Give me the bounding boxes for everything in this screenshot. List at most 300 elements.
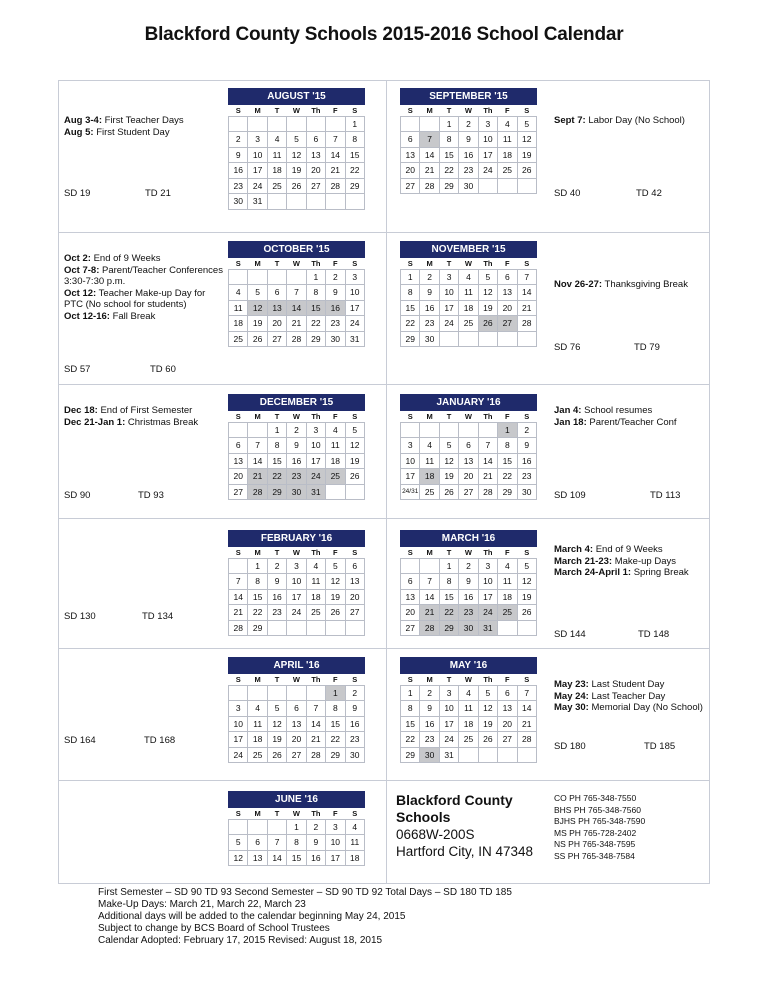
day-cell: 14: [517, 701, 536, 717]
day-cell: 26: [478, 316, 497, 332]
note-text: Thanksgiving Break: [602, 279, 688, 290]
day-cell: 11: [326, 438, 345, 454]
day-cell: 17: [439, 716, 458, 732]
empty-day-cell: [498, 747, 517, 763]
notes-november: [554, 279, 704, 291]
day-cell: 15: [267, 453, 286, 469]
day-cell: 11: [248, 716, 267, 732]
day-cell: 9: [459, 132, 478, 148]
empty-day-cell: [287, 620, 306, 636]
day-cell: 21: [517, 300, 536, 316]
day-cell: 19: [478, 716, 497, 732]
note-date: March 4:: [554, 544, 594, 555]
weekday-label: T: [446, 547, 452, 557]
weekday-label: S: [407, 258, 413, 268]
note-item: [554, 679, 704, 691]
weekday-label: M: [254, 258, 261, 268]
day-cell: 16: [517, 453, 536, 469]
empty-day-cell: [287, 269, 306, 285]
weekday-label: S: [352, 105, 358, 115]
day-cell: 6: [345, 558, 364, 574]
empty-day-cell: [517, 331, 536, 347]
page-title: Blackford County Schools 2015-2016 School Calendar: [144, 24, 624, 45]
note-item: [64, 115, 224, 127]
week-row: [229, 716, 365, 732]
phone-number: BJHS PH 765-348-7590: [554, 816, 646, 827]
week-row: [229, 605, 365, 621]
day-cell: 12: [248, 300, 267, 316]
day-cell: 20: [459, 469, 478, 485]
weekday-label: S: [407, 411, 413, 421]
weekday-label: S: [235, 258, 241, 268]
day-cell: 18: [326, 453, 345, 469]
weekday-label: W: [292, 258, 301, 268]
day-cell: 3: [248, 132, 267, 148]
month-header: DECEMBER '15: [228, 394, 365, 411]
note-date: Sept 7:: [554, 115, 586, 126]
day-cell: 25: [229, 331, 248, 347]
day-cell: 7: [517, 685, 536, 701]
weekday-label: Th: [483, 105, 493, 115]
day-cell: 16: [229, 163, 248, 179]
day-cell: 12: [326, 574, 345, 590]
day-cell: 7: [420, 132, 439, 148]
day-cell: 14: [517, 285, 536, 301]
day-cell: 4: [459, 269, 478, 285]
day-cell: 3: [478, 558, 497, 574]
day-cell: 30: [517, 484, 536, 500]
day-cell: 26: [345, 469, 364, 485]
note-text: End of 9 Weeks: [593, 544, 663, 555]
empty-day-cell: [326, 620, 345, 636]
weekday-label: S: [524, 411, 530, 421]
day-cell: 27: [306, 178, 325, 194]
day-cell: 13: [498, 285, 517, 301]
empty-day-cell: [459, 331, 478, 347]
day-cell: 6: [229, 438, 248, 454]
day-cell: 13: [287, 716, 306, 732]
weekday-label: Th: [311, 105, 321, 115]
day-cell: 28: [287, 331, 306, 347]
weekday-label: M: [254, 411, 261, 421]
day-cell: 3: [287, 558, 306, 574]
day-cell: 22: [267, 469, 286, 485]
empty-day-cell: [498, 620, 517, 636]
empty-day-cell: [478, 331, 497, 347]
day-cell: 20: [401, 605, 420, 621]
notes-october: [64, 253, 224, 322]
empty-day-cell: [248, 269, 267, 285]
empty-day-cell: [287, 685, 306, 701]
day-cell: 14: [229, 589, 248, 605]
note-text: Fall Break: [109, 310, 156, 322]
month-grid: [400, 547, 537, 636]
month-grid: [400, 258, 537, 347]
week-row: [401, 453, 537, 469]
empty-day-cell: [306, 194, 325, 210]
teacher-days-count: TD 148: [638, 629, 670, 640]
day-cell: 23: [345, 732, 364, 748]
week-row: [229, 558, 365, 574]
day-cell: 19: [248, 316, 267, 332]
day-cell: 26: [267, 747, 286, 763]
phone-number: CO PH 765-348-7550: [554, 793, 637, 803]
day-cell: 9: [459, 574, 478, 590]
empty-day-cell: [420, 116, 439, 132]
weekday-label: S: [235, 547, 241, 557]
day-cell: 2: [287, 422, 306, 438]
calendar-september: [400, 88, 537, 194]
empty-day-cell: [517, 747, 536, 763]
empty-day-cell: [439, 331, 458, 347]
weekday-label: W: [464, 547, 473, 557]
empty-day-cell: [345, 194, 364, 210]
weekday-label: S: [524, 547, 530, 557]
footer-line: Make-Up Days: March 21, March 22, March 23: [98, 899, 306, 910]
day-cell: 15: [439, 147, 458, 163]
day-cell: 25: [420, 484, 439, 500]
day-cell: 13: [345, 574, 364, 590]
week-row: [401, 484, 537, 500]
week-row: [229, 438, 365, 454]
note-item: [554, 405, 704, 417]
day-cell: 23: [267, 605, 286, 621]
row-divider: [58, 518, 710, 519]
day-cell: 18: [498, 147, 517, 163]
day-cell: 13: [401, 147, 420, 163]
day-cell: 21: [287, 316, 306, 332]
day-cell: 29: [439, 178, 458, 194]
day-cell: 7: [306, 701, 325, 717]
weekday-label: W: [464, 258, 473, 268]
empty-day-cell: [478, 747, 497, 763]
day-cell: 9: [420, 701, 439, 717]
day-cell: 5: [326, 558, 345, 574]
note-item: [64, 311, 224, 323]
day-cell: 30: [420, 331, 439, 347]
note-item: [554, 544, 704, 556]
week-row: [401, 469, 537, 485]
notes-march: [554, 544, 704, 579]
empty-day-cell: [267, 269, 286, 285]
day-cell: 23: [287, 469, 306, 485]
empty-day-cell: [326, 116, 345, 132]
week-row: [229, 701, 365, 717]
day-cell: 25: [459, 316, 478, 332]
day-cell: 24: [248, 178, 267, 194]
day-cell: 21: [306, 732, 325, 748]
weekday-label: Th: [311, 674, 321, 684]
day-cell: 7: [478, 438, 497, 454]
week-row: [229, 147, 365, 163]
weekday-label: S: [407, 547, 413, 557]
week-row: [401, 574, 537, 590]
weekday-label: F: [333, 411, 338, 421]
weekday-label: F: [505, 105, 510, 115]
day-cell: 12: [345, 438, 364, 454]
day-cell: 29: [326, 747, 345, 763]
note-text: Last Teacher Day: [588, 690, 666, 702]
day-cell: 12: [517, 574, 536, 590]
day-cell: 8: [439, 132, 458, 148]
day-cell: 5: [439, 438, 458, 454]
note-item: [64, 417, 224, 429]
weekday-label: T: [274, 674, 280, 684]
day-cell: 6: [287, 701, 306, 717]
day-cell: 28: [420, 620, 439, 636]
week-row: [229, 589, 365, 605]
day-cell: 5: [229, 835, 248, 851]
day-cell: 20: [498, 716, 517, 732]
day-cell: 30: [459, 178, 478, 194]
note-item: [64, 127, 224, 139]
note-date: Oct 2:: [64, 253, 91, 264]
day-cell: 13: [401, 589, 420, 605]
day-cell: 21: [420, 605, 439, 621]
day-cell: 24: [345, 316, 364, 332]
month-header: JANUARY '16: [400, 394, 537, 411]
day-cell: 12: [478, 285, 497, 301]
week-row: [229, 422, 365, 438]
day-cell: 28: [420, 178, 439, 194]
day-cell: 1: [439, 116, 458, 132]
day-cell: 6: [248, 835, 267, 851]
note-text: School resumes: [581, 405, 653, 416]
week-row: [229, 285, 365, 301]
empty-day-cell: [267, 819, 286, 835]
empty-day-cell: [498, 331, 517, 347]
day-cell: 12: [229, 850, 248, 866]
weekday-label: W: [464, 105, 473, 115]
teacher-days-count: TD 113: [650, 490, 681, 501]
day-cell: 31: [248, 194, 267, 210]
month-grid: [228, 105, 365, 210]
day-cell: 5: [478, 269, 497, 285]
teacher-days-count: TD 42: [636, 188, 662, 199]
weekday-label: S: [352, 674, 358, 684]
day-cell: 9: [345, 701, 364, 717]
week-row: [401, 116, 537, 132]
day-cell: 4: [459, 685, 478, 701]
school-name-line1: Blackford County: [396, 792, 513, 808]
day-cell: 21: [478, 469, 497, 485]
empty-day-cell: [229, 819, 248, 835]
empty-day-cell: [326, 484, 345, 500]
day-cell: 9: [420, 285, 439, 301]
week-row: [229, 732, 365, 748]
school-days-count: SD 76: [554, 342, 581, 353]
day-cell: 7: [229, 574, 248, 590]
day-cell: 27: [498, 732, 517, 748]
weekday-label: S: [352, 547, 358, 557]
day-cell: 3: [326, 819, 345, 835]
day-cell: 11: [229, 300, 248, 316]
weekday-label: S: [235, 808, 241, 818]
day-cell: 17: [345, 300, 364, 316]
day-cell: 30: [345, 747, 364, 763]
day-cell: 14: [420, 147, 439, 163]
month-grid: [400, 411, 537, 500]
day-cell: 29: [306, 331, 325, 347]
school-info: [396, 792, 546, 860]
day-cell: 28: [517, 732, 536, 748]
day-cell: 28: [229, 620, 248, 636]
day-cell: 6: [401, 574, 420, 590]
phone-number: NS PH 765-348-7595: [554, 839, 636, 850]
day-cell: 14: [326, 147, 345, 163]
weekday-label: S: [407, 674, 413, 684]
day-cell: 8: [345, 132, 364, 148]
note-text: End of First Semester: [97, 405, 193, 416]
school-days-count: SD 164: [64, 735, 96, 746]
week-row: [401, 747, 537, 763]
week-row: [401, 605, 537, 621]
day-cell: 18: [229, 316, 248, 332]
day-cell: 25: [306, 605, 325, 621]
empty-day-cell: [267, 116, 286, 132]
note-date: March 24-April 1:: [554, 567, 632, 578]
note-item: [554, 115, 704, 127]
phone-list: [554, 793, 704, 863]
day-cell: 23: [420, 316, 439, 332]
day-cell: 1: [401, 685, 420, 701]
week-row: [229, 685, 365, 701]
day-cell: 7: [287, 285, 306, 301]
day-cell: 24: [478, 605, 497, 621]
day-cell: 13: [267, 300, 286, 316]
note-item: [554, 417, 704, 429]
day-cell: 2: [517, 422, 536, 438]
day-cell: 20: [498, 300, 517, 316]
day-cell: 9: [267, 574, 286, 590]
day-cell: 20: [306, 163, 325, 179]
day-cell: 13: [459, 453, 478, 469]
day-cell: 14: [248, 453, 267, 469]
day-cell: 3: [478, 116, 497, 132]
weekday-label: W: [292, 547, 301, 557]
day-cell: 2: [229, 132, 248, 148]
note-text: Parent/Teacher Conf: [586, 416, 677, 428]
weekday-label: T: [274, 808, 280, 818]
day-cell: 16: [306, 850, 325, 866]
weekday-label: Th: [483, 674, 493, 684]
day-cell: 5: [345, 422, 364, 438]
weekday-label: S: [352, 411, 358, 421]
day-cell: 11: [498, 132, 517, 148]
day-cell: 21: [326, 163, 345, 179]
day-cell: 16: [459, 147, 478, 163]
empty-day-cell: [420, 422, 439, 438]
week-row: [401, 147, 537, 163]
week-row: [401, 685, 537, 701]
day-cell: 9: [517, 438, 536, 454]
notes-august: [64, 115, 224, 138]
week-row: [401, 300, 537, 316]
footer-line: Calendar Adopted: February 17, 2015 Revised: August 18, 2015: [98, 935, 383, 946]
empty-day-cell: [401, 558, 420, 574]
calendar-february: [228, 530, 365, 636]
month-header: JUNE '16: [228, 791, 365, 808]
note-text: Labor Day (No School): [585, 115, 685, 126]
day-cell: 1: [267, 422, 286, 438]
weekday-label: S: [407, 105, 413, 115]
notes-september: [554, 115, 704, 127]
weekday-label: Th: [311, 258, 321, 268]
weekday-label: Th: [483, 411, 493, 421]
footer-line: First Semester – SD 90 TD 93 Second Semester – SD 90 TD 92 Total Days – SD 180 TD 185: [98, 887, 512, 898]
day-cell: 11: [306, 574, 325, 590]
day-cell: 2: [326, 269, 345, 285]
day-cell: 29: [267, 484, 286, 500]
week-row: [229, 178, 365, 194]
day-cell: 23: [420, 732, 439, 748]
day-cell: 14: [420, 589, 439, 605]
week-row: [401, 285, 537, 301]
day-cell: 18: [248, 732, 267, 748]
day-cell: 15: [248, 589, 267, 605]
weekday-label: T: [446, 105, 452, 115]
empty-day-cell: [459, 747, 478, 763]
day-cell: 31: [306, 484, 325, 500]
day-cell: 24: [439, 316, 458, 332]
weekday-label: Th: [483, 258, 493, 268]
day-cell: 6: [401, 132, 420, 148]
day-cell: 26: [478, 732, 497, 748]
month-grid: [228, 674, 365, 763]
weekday-label: M: [426, 547, 433, 557]
day-cell: 1: [248, 558, 267, 574]
day-cell: 8: [306, 285, 325, 301]
day-cell: 15: [439, 589, 458, 605]
weekday-label: Th: [311, 411, 321, 421]
week-row: [229, 269, 365, 285]
day-cell: 12: [517, 132, 536, 148]
weekday-label: M: [426, 258, 433, 268]
week-row: [229, 620, 365, 636]
day-cell: 10: [478, 132, 497, 148]
day-cell: 18: [459, 716, 478, 732]
week-row: [229, 835, 365, 851]
day-cell: 21: [248, 469, 267, 485]
day-cell: 23: [229, 178, 248, 194]
note-date: May 24:: [554, 690, 589, 702]
week-row: [229, 132, 365, 148]
month-header: APRIL '16: [228, 657, 365, 674]
row-divider: [58, 780, 710, 781]
teacher-days-count: TD 185: [644, 741, 676, 752]
day-cell: 19: [517, 147, 536, 163]
day-cell: 6: [498, 685, 517, 701]
weekday-label: M: [426, 411, 433, 421]
day-cell: 22: [401, 732, 420, 748]
day-cell: 11: [345, 835, 364, 851]
day-cell: 3: [345, 269, 364, 285]
day-cell: 22: [439, 605, 458, 621]
day-cell: 29: [401, 747, 420, 763]
day-cell: 16: [345, 716, 364, 732]
day-cell: 31: [439, 747, 458, 763]
day-cell: 22: [498, 469, 517, 485]
school-address-line1: 0668W-200S: [396, 827, 475, 842]
day-cell: 3: [439, 685, 458, 701]
empty-day-cell: [326, 194, 345, 210]
empty-day-cell: [267, 194, 286, 210]
month-header: OCTOBER '15: [228, 241, 365, 258]
day-cell: 10: [287, 574, 306, 590]
note-date: Aug 5:: [64, 126, 94, 138]
day-cell: 15: [401, 300, 420, 316]
week-row: [401, 701, 537, 717]
